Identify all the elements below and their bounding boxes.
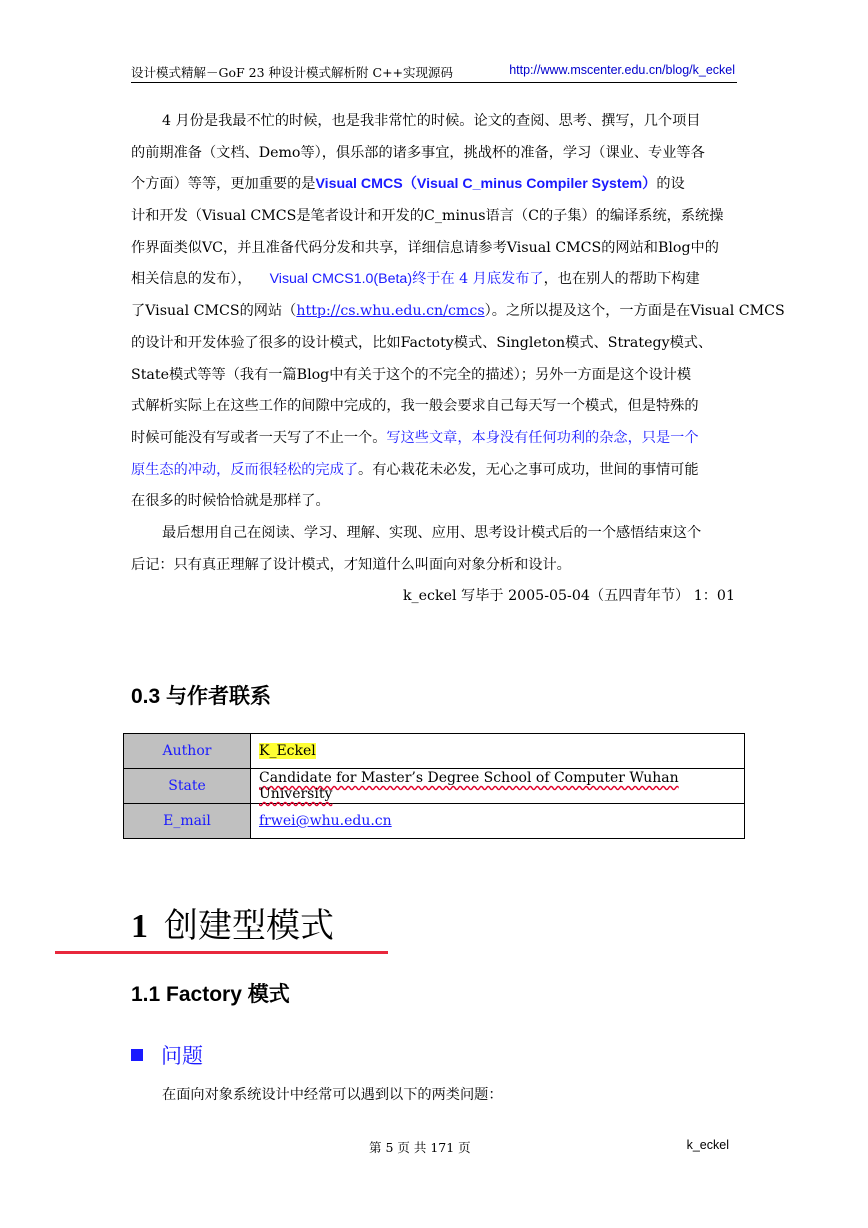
highlight-text: 写这些文章，本身没有任何功利的杂念，只是一个: [386, 429, 699, 446]
text-run: 个方面）等等，更加重要的是: [131, 176, 316, 193]
contact-table: [123, 733, 745, 839]
problem-body: [131, 1080, 737, 1112]
header-title: 设计模式精解－GoF 23 种设计模式解析附 C++实现源码: [131, 65, 454, 80]
state-value-cell: [251, 769, 745, 804]
problem-heading-text: 问题: [161, 1044, 203, 1068]
paragraph-line: 最后想用自己在阅读、学习、理解、实现、应用、思考设计模式后的一个感悟结束这个: [162, 524, 702, 541]
paragraph-line: 的设计和开发体验了很多的设计模式，比如Factoty模式、Singleton模式、Strategy模式、: [131, 334, 713, 351]
footer-author: k_eckel: [686, 1138, 729, 1152]
email-key-cell: E_mail: [124, 804, 251, 839]
problem-heading: [131, 1040, 203, 1070]
visual-cmcs-emphasis: Visual CMCS（Visual C_minus Compiler System）: [315, 176, 657, 193]
cmcs-website-link[interactable]: http://cs.whu.edu.cn/cmcs: [296, 303, 485, 320]
table-row: [124, 734, 745, 769]
section-heading-factory: 1.1 Factory 模式: [131, 983, 290, 1006]
paragraph-line: [131, 455, 737, 487]
paragraph-line: 4 月份是我最不忙的时候，也是我非常忙的时候。论文的查阅、思考、撰写，几个项目: [162, 113, 701, 129]
text-run: 的设: [656, 176, 685, 193]
email-link[interactable]: frwei@whu.edu.cn: [259, 813, 392, 829]
text-run: 相关信息的发布），: [131, 271, 252, 288]
text-run: 了Visual CMCS的网站（: [131, 303, 297, 320]
page-number: 第 5 页 共 171 页: [369, 1140, 471, 1155]
paragraph-line: [131, 296, 785, 328]
email-value-cell: [251, 804, 745, 839]
paragraph-line: State模式等等（我有一篇Blog中有关于这个的不完全的描述）；另外一方面是这个设计模: [131, 366, 692, 383]
chapter-heading: [131, 898, 334, 947]
text-run: 。有心栽花未必发，无心之事可成功，世间的事情可能: [358, 461, 699, 478]
page-header: [131, 62, 737, 83]
header-url-link[interactable]: http://www.mscenter.edu.cn/blog/k_eckel: [509, 63, 735, 77]
release-version-text: Visual CMCS1.0(Beta): [269, 271, 413, 288]
text-run: ）。之所以提及这个，一方面是在Visual CMCS: [484, 303, 785, 320]
author-value-cell: [251, 734, 745, 769]
chapter-title: 创建型模式: [164, 906, 334, 946]
paragraph-line: 计和开发（Visual CMCS是笔者设计和开发的C_minus语言（C的子集）的编译系统，系统操: [131, 208, 724, 225]
paragraph-line: [131, 264, 737, 296]
text-run: ，也在别人的帮助下构建: [543, 271, 700, 288]
paragraph-line: 的前期准备（文档、Demo等），俱乐部的诸多事宜，挑战杯的准备，学习（课业、专业等各: [131, 144, 705, 161]
text-run: 时候可能没有写或者一天写了不止一个。: [131, 429, 387, 446]
table-row: [124, 804, 745, 839]
paragraph-line: 式解析实际上在这些工作的间隙中完成的，我一般会要求自己每天写一个模式，但是特殊的: [131, 398, 699, 415]
postscript-body: [131, 106, 785, 613]
state-text: Candidate for Master’s Degree School of Computer Wuhan University: [259, 770, 679, 802]
author-name: K_Eckel: [259, 743, 316, 759]
paragraph-line: 作界面类似VC，并且准备代码分发和共享，详细信息请参考Visual CMCS的网站和Blog中的: [131, 239, 719, 256]
author-key-cell: Author: [124, 734, 251, 769]
release-text: 终于在 4 月底发布了: [412, 271, 544, 288]
section-heading-contact: 0.3 与作者联系: [131, 685, 272, 708]
chapter-underline-rule: [55, 951, 388, 954]
paragraph-line: 后记：只有真正理解了设计模式，才知道什么叫面向对象分析和设计。: [131, 556, 571, 573]
state-key-cell: State: [124, 769, 251, 804]
paragraph-line: [131, 169, 737, 201]
highlight-text: 原生态的冲动，反而很轻松的完成了: [131, 461, 359, 478]
signature-line: k_eckel 写毕于 2005-05-04（五四青年节） 1：01: [402, 588, 735, 605]
square-bullet-icon: [131, 1049, 143, 1061]
paragraph-line: 在很多的时候恰恰就是那样了。: [131, 493, 330, 510]
table-row: [124, 769, 745, 804]
paragraph-line: [131, 423, 737, 455]
paragraph-line: 在面向对象系统设计中经常可以遇到以下的两类问题：: [162, 1087, 503, 1103]
chapter-number: 1: [131, 908, 148, 945]
